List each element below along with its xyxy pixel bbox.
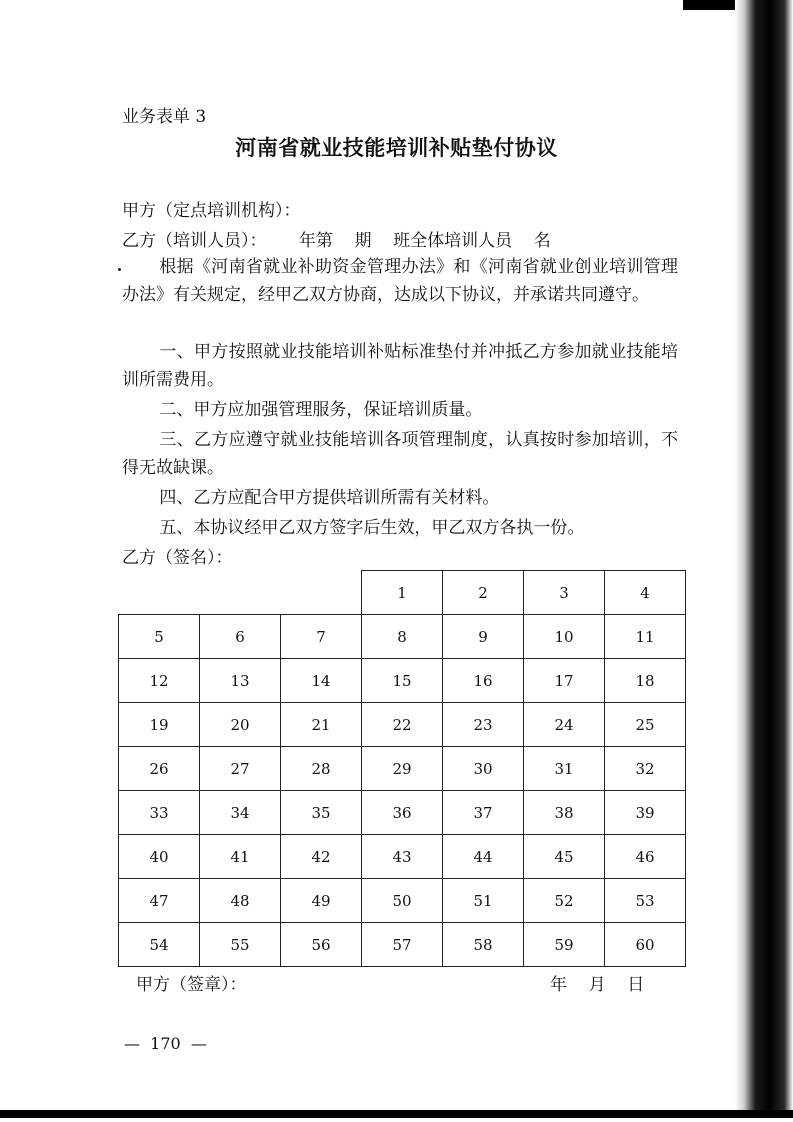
signature-cell[interactable]: 2: [443, 571, 524, 615]
clause-2: 二、甲方应加强管理服务，保证培训质量。: [159, 400, 483, 420]
signature-cell[interactable]: 41: [200, 835, 281, 879]
signature-cell[interactable]: 16: [443, 659, 524, 703]
signature-cell[interactable]: 8: [362, 615, 443, 659]
signature-row: [119, 791, 686, 835]
date-line: 年 月 日: [550, 975, 645, 995]
signature-row: [119, 571, 686, 615]
signature-cell[interactable]: 42: [281, 835, 362, 879]
signature-cell[interactable]: 47: [119, 879, 200, 923]
signature-cell[interactable]: 57: [362, 923, 443, 967]
party-b-signature-label: 乙方（签名）：: [122, 548, 233, 568]
signature-cell[interactable]: 25: [605, 703, 686, 747]
signature-row: [119, 835, 686, 879]
signature-cell[interactable]: 31: [524, 747, 605, 791]
signature-cell[interactable]: 23: [443, 703, 524, 747]
signature-row: [119, 659, 686, 703]
signature-row: [119, 703, 686, 747]
signature-cell[interactable]: 11: [605, 615, 686, 659]
signature-cell[interactable]: 45: [524, 835, 605, 879]
scan-bottom-bar: [0, 1110, 793, 1118]
signature-cell[interactable]: 6: [200, 615, 281, 659]
signature-cell[interactable]: 58: [443, 923, 524, 967]
signature-cell[interactable]: 5: [119, 615, 200, 659]
form-number: 业务表单 3: [122, 107, 207, 127]
clause-1: 一、甲方按照就业技能培训补贴标准垫付并冲抵乙方参加就业技能培训所需费用。: [122, 342, 678, 390]
signature-cell[interactable]: 60: [605, 923, 686, 967]
party-b-line: 乙方（培训人员）： 年第 期 班全体培训人员 名: [122, 231, 551, 251]
scan-dot: [118, 268, 121, 271]
intro-paragraph: 根据《河南省就业补助资金管理办法》和《河南省就业创业培训管理办法》有关规定，经甲乙双方协商，达成以下协议，并承诺共同遵守。: [122, 257, 678, 305]
signature-cell[interactable]: 19: [119, 703, 200, 747]
signature-cell[interactable]: 21: [281, 703, 362, 747]
signature-cell[interactable]: 17: [524, 659, 605, 703]
signature-cell-blank: [119, 571, 200, 615]
party-a-line: 甲方（定点培训机构）：: [122, 201, 301, 221]
signature-cell[interactable]: 48: [200, 879, 281, 923]
signature-cell[interactable]: 33: [119, 791, 200, 835]
signature-cell-blank: [281, 571, 362, 615]
signature-row: [119, 879, 686, 923]
signature-cell[interactable]: 28: [281, 747, 362, 791]
signature-cell[interactable]: 49: [281, 879, 362, 923]
signature-cell[interactable]: 29: [362, 747, 443, 791]
signature-row: [119, 923, 686, 967]
signature-cell[interactable]: 38: [524, 791, 605, 835]
signature-cell[interactable]: 44: [443, 835, 524, 879]
signature-cell[interactable]: 50: [362, 879, 443, 923]
signature-cell[interactable]: 43: [362, 835, 443, 879]
clause-3: 三、乙方应遵守就业技能培训各项管理制度，认真按时参加培训，不得无故缺课。: [122, 430, 678, 478]
signature-cell[interactable]: 56: [281, 923, 362, 967]
signature-cell[interactable]: 53: [605, 879, 686, 923]
signature-cell[interactable]: 24: [524, 703, 605, 747]
signature-cell[interactable]: 40: [119, 835, 200, 879]
signature-cell[interactable]: 32: [605, 747, 686, 791]
clause-4: 四、乙方应配合甲方提供培训所需有关材料。: [159, 488, 500, 508]
clause-5: 五、本协议经甲乙双方签字后生效，甲乙双方各执一份。: [159, 518, 585, 538]
signature-cell[interactable]: 15: [362, 659, 443, 703]
signature-cell[interactable]: 13: [200, 659, 281, 703]
signature-cell[interactable]: 54: [119, 923, 200, 967]
signature-cell[interactable]: 9: [443, 615, 524, 659]
signature-cell[interactable]: 14: [281, 659, 362, 703]
signature-cell[interactable]: 18: [605, 659, 686, 703]
signature-cell[interactable]: 22: [362, 703, 443, 747]
signature-cell[interactable]: 3: [524, 571, 605, 615]
signature-cell[interactable]: 59: [524, 923, 605, 967]
signature-cell[interactable]: 7: [281, 615, 362, 659]
party-a-seal-label: 甲方（签章）：: [136, 975, 247, 995]
signature-cell[interactable]: 30: [443, 747, 524, 791]
signature-cell[interactable]: 36: [362, 791, 443, 835]
scan-edge-stripe: [735, 0, 793, 1110]
signature-cell[interactable]: 20: [200, 703, 281, 747]
signature-cell[interactable]: 26: [119, 747, 200, 791]
signature-cell[interactable]: 34: [200, 791, 281, 835]
signature-cell[interactable]: 1: [362, 571, 443, 615]
signature-cell[interactable]: 37: [443, 791, 524, 835]
signature-cell[interactable]: 52: [524, 879, 605, 923]
signature-table: [118, 570, 686, 967]
signature-row: [119, 615, 686, 659]
signature-cell[interactable]: 4: [605, 571, 686, 615]
signature-cell[interactable]: 46: [605, 835, 686, 879]
signature-row: [119, 747, 686, 791]
signature-cell[interactable]: 55: [200, 923, 281, 967]
signature-cell[interactable]: 35: [281, 791, 362, 835]
page-number: — 170 —: [124, 1034, 207, 1053]
signature-cell-blank: [200, 571, 281, 615]
signature-cell[interactable]: 51: [443, 879, 524, 923]
document-title: 河南省就业技能培训补贴垫付协议: [235, 135, 558, 160]
signature-cell[interactable]: 12: [119, 659, 200, 703]
signature-cell[interactable]: 27: [200, 747, 281, 791]
signature-cell[interactable]: 39: [605, 791, 686, 835]
signature-cell[interactable]: 10: [524, 615, 605, 659]
